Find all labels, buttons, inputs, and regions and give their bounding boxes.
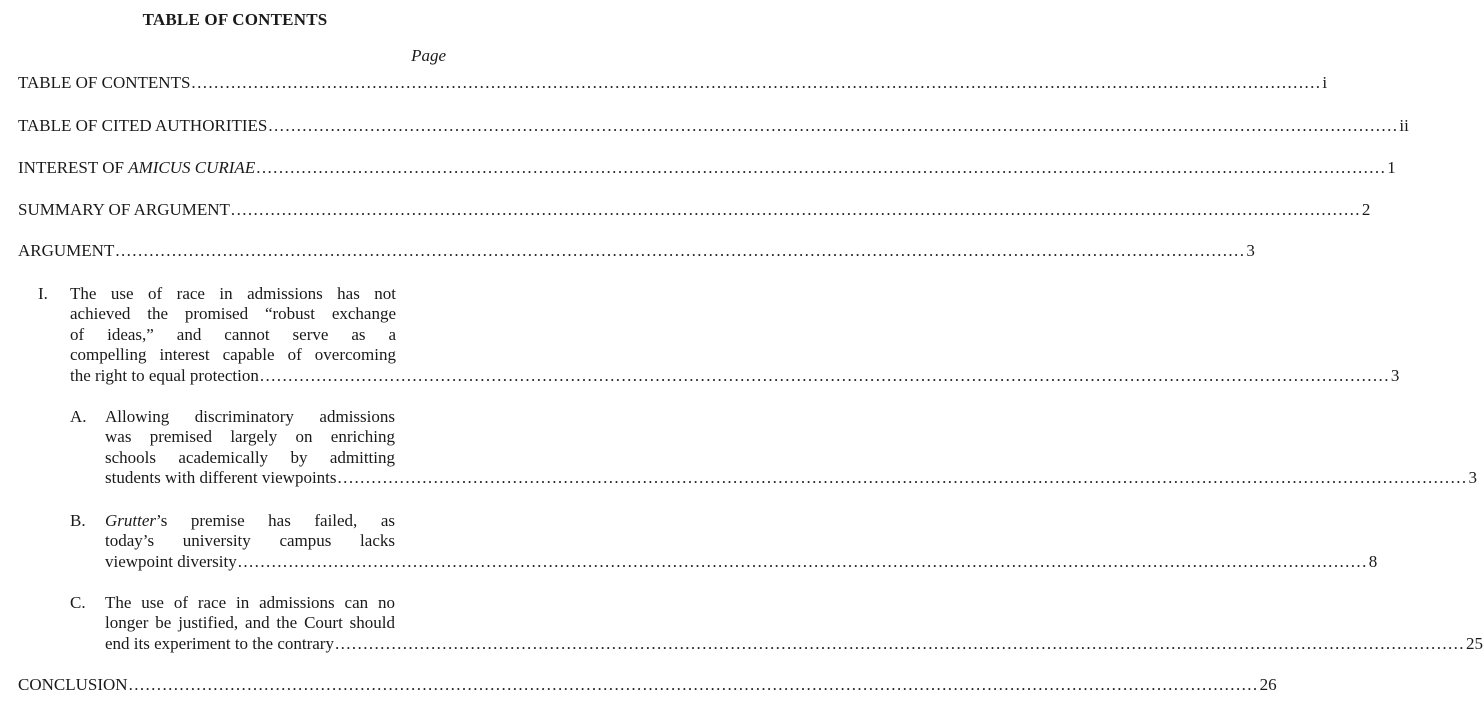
section-marker: I. — [38, 284, 48, 303]
entry-line: the right to equal protection — [70, 365, 259, 385]
toc-entry-page: ii — [1399, 116, 1409, 135]
toc-entry-label: TABLE OF CITED AUTHORITIES — [18, 116, 268, 135]
dot-leader: ........................................................................................................................................................................................................ — [128, 675, 1259, 694]
toc-entry-conclusion[interactable] — [18, 675, 1277, 695]
toc-entry-page: 1 — [1387, 158, 1396, 177]
entry-line: schools academically by admitting — [105, 447, 395, 467]
dot-leader: ........................................................................................................................................................................................................ — [237, 551, 1368, 571]
case-name-italic: Grutter — [105, 511, 156, 530]
toc-entry-table-of-contents[interactable] — [18, 73, 1328, 93]
toc-entry-page: i — [1322, 73, 1328, 92]
line-text: ’s premise has failed, as — [156, 511, 395, 530]
toc-entry-page: 3 — [1468, 468, 1478, 488]
toc-entry-table-of-cited-authorities[interactable] — [18, 116, 1409, 136]
entry-line: was premised largely on enriching — [105, 427, 395, 447]
entry-line: students with different viewpoints — [105, 468, 337, 488]
section-marker: B. — [70, 511, 86, 530]
toc-entry-page: 2 — [1361, 200, 1371, 219]
toc-entry-argument[interactable] — [18, 241, 1255, 261]
entry-line: compelling interest capable of overcoming — [70, 345, 396, 365]
dot-leader: ........................................................................................................................................................................................................ — [337, 468, 1468, 488]
entry-line: The use of race in admissions can no — [105, 593, 395, 612]
toc-entry-page: 3 — [1390, 365, 1400, 385]
section-marker: A. — [70, 407, 87, 426]
toc-entry-page: 3 — [1246, 241, 1255, 260]
toc-entry-page: 26 — [1259, 675, 1277, 694]
label-italic-text: AMICUS CURIAE — [128, 158, 256, 177]
entry-line: longer be justified, and the Court should — [105, 613, 395, 633]
entry-line: of ideas,” and cannot serve as a — [70, 324, 396, 344]
entry-line: today’s university campus lacks — [105, 531, 395, 551]
dot-leader: ........................................................................................................................................................................................................ — [334, 633, 1465, 653]
entry-line: end its experiment to the contrary — [105, 633, 334, 653]
entry-line: Allowing discriminatory admissions — [105, 407, 395, 426]
dot-leader: ........................................................................................................................................................................................................ — [191, 73, 1322, 92]
section-marker: C. — [70, 593, 86, 612]
page-column-header: Page — [411, 46, 446, 65]
dot-leader: ........................................................................................................................................................................................................ — [256, 158, 1387, 177]
toc-entry-label: ARGUMENT — [18, 241, 115, 260]
toc-entry-interest-of-amicus-curiae[interactable] — [18, 158, 1396, 178]
dot-leader: ........................................................................................................................................................................................................ — [259, 365, 1390, 385]
toc-entry-label: SUMMARY OF ARGUMENT — [18, 200, 230, 219]
entry-line: The use of race in admissions has not — [70, 284, 396, 303]
toc-title: TABLE OF CONTENTS — [142, 10, 328, 29]
toc-entry-page: 25 — [1465, 633, 1483, 653]
dot-leader: ........................................................................................................................................................................................................ — [268, 116, 1399, 135]
toc-entry-label: CONCLUSION — [18, 675, 128, 694]
toc-entry-summary-of-argument[interactable] — [18, 200, 1371, 220]
toc-entry-label: TABLE OF CONTENTS — [18, 73, 191, 92]
label-text: INTEREST OF — [18, 158, 129, 177]
toc-entry-page: 8 — [1368, 551, 1378, 571]
entry-line: viewpoint diversity — [105, 551, 237, 571]
toc-entry-label — [18, 158, 255, 178]
dot-leader: ........................................................................................................................................................................................................ — [230, 200, 1361, 219]
entry-line — [105, 511, 395, 531]
dot-leader: ........................................................................................................................................................................................................ — [115, 241, 1246, 260]
entry-line: achieved the promised “robust exchange — [70, 304, 396, 324]
